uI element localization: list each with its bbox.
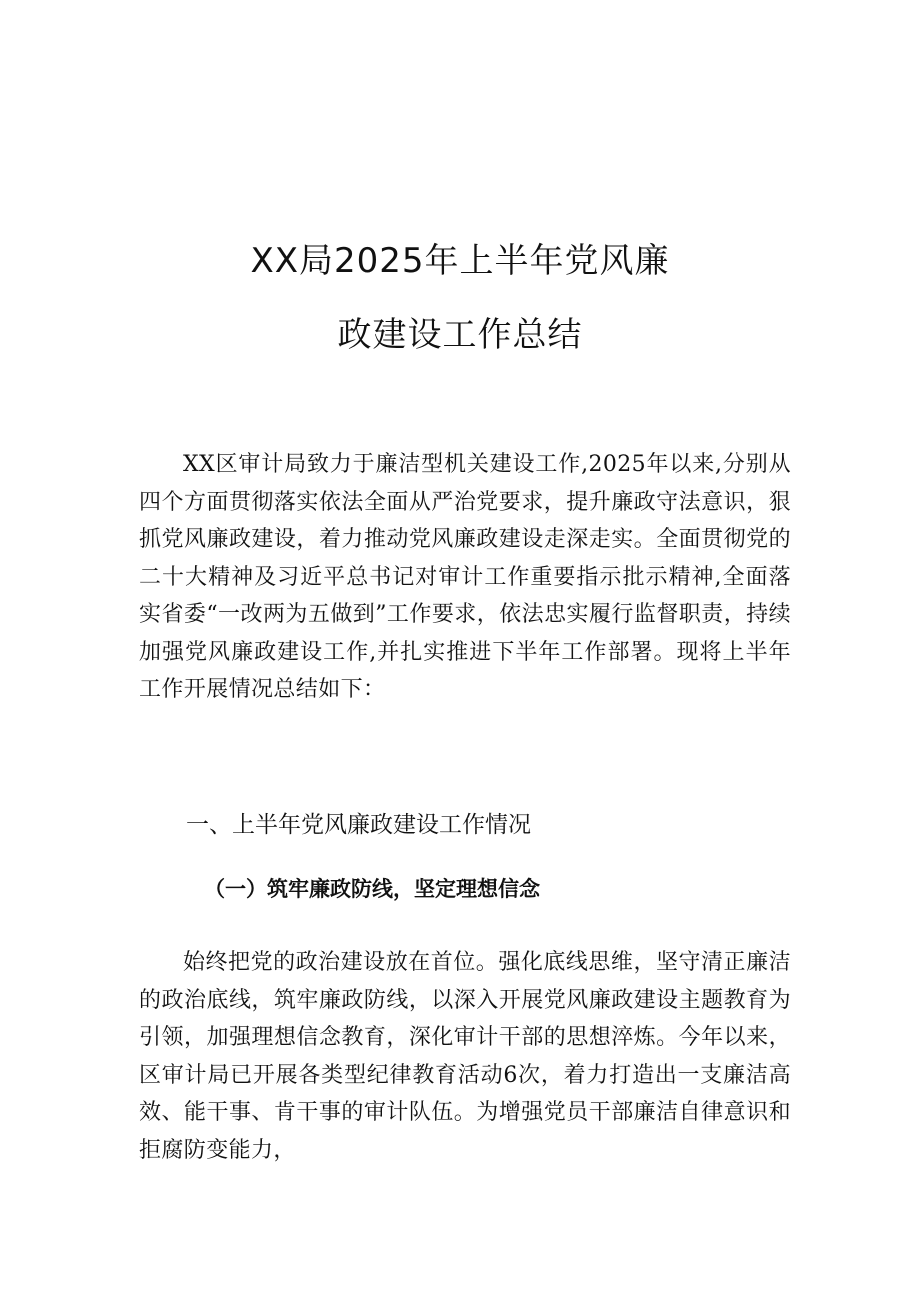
intro-paragraph: XX区审计局致力于廉洁型机关建设工作,2025年以来,分别从四个方面贯彻落实依法全面从严治党要求，提升廉政守法意识，狠抓党风廉政建设，着力推动党风廉政建设走深走实。全面贯彻党的二十大精神及习近平总书记对审计工作重要指示批示精神,全面落实省委“一改两为五做到”工作要求，依法忠实履行监督职责，持续加强党风廉政建设工作,并扎实推进下半年工作部署。现将上半年工作开展情况总结如下： xyxy=(139,452,791,702)
subsection-paragraph: 始终把党的政治建设放在首位。强化底线思维，坚守清正廉洁的政治底线，筑牢廉政防线，以深入开展党风廉政建设主题教育为引领，加强理想信念教育，深化审计干部的思想淬炼。今年以来，区审计局已开展各类型纪律教育活动6次，着力打造出一支廉洁高效、能干事、肯干事的审计队伍。为增强党员干部廉洁自律意识和拒腐防变能力， xyxy=(139,950,791,1163)
document-title-line-1: XX局2025年上半年党风廉 xyxy=(250,241,670,281)
subsection-heading: （一）筑牢廉政防线，坚定理想信念 xyxy=(204,876,540,901)
section-heading: 一、上半年党风廉政建设工作情况 xyxy=(186,812,531,838)
document-title-line-2: 政建设工作总结 xyxy=(337,315,583,355)
